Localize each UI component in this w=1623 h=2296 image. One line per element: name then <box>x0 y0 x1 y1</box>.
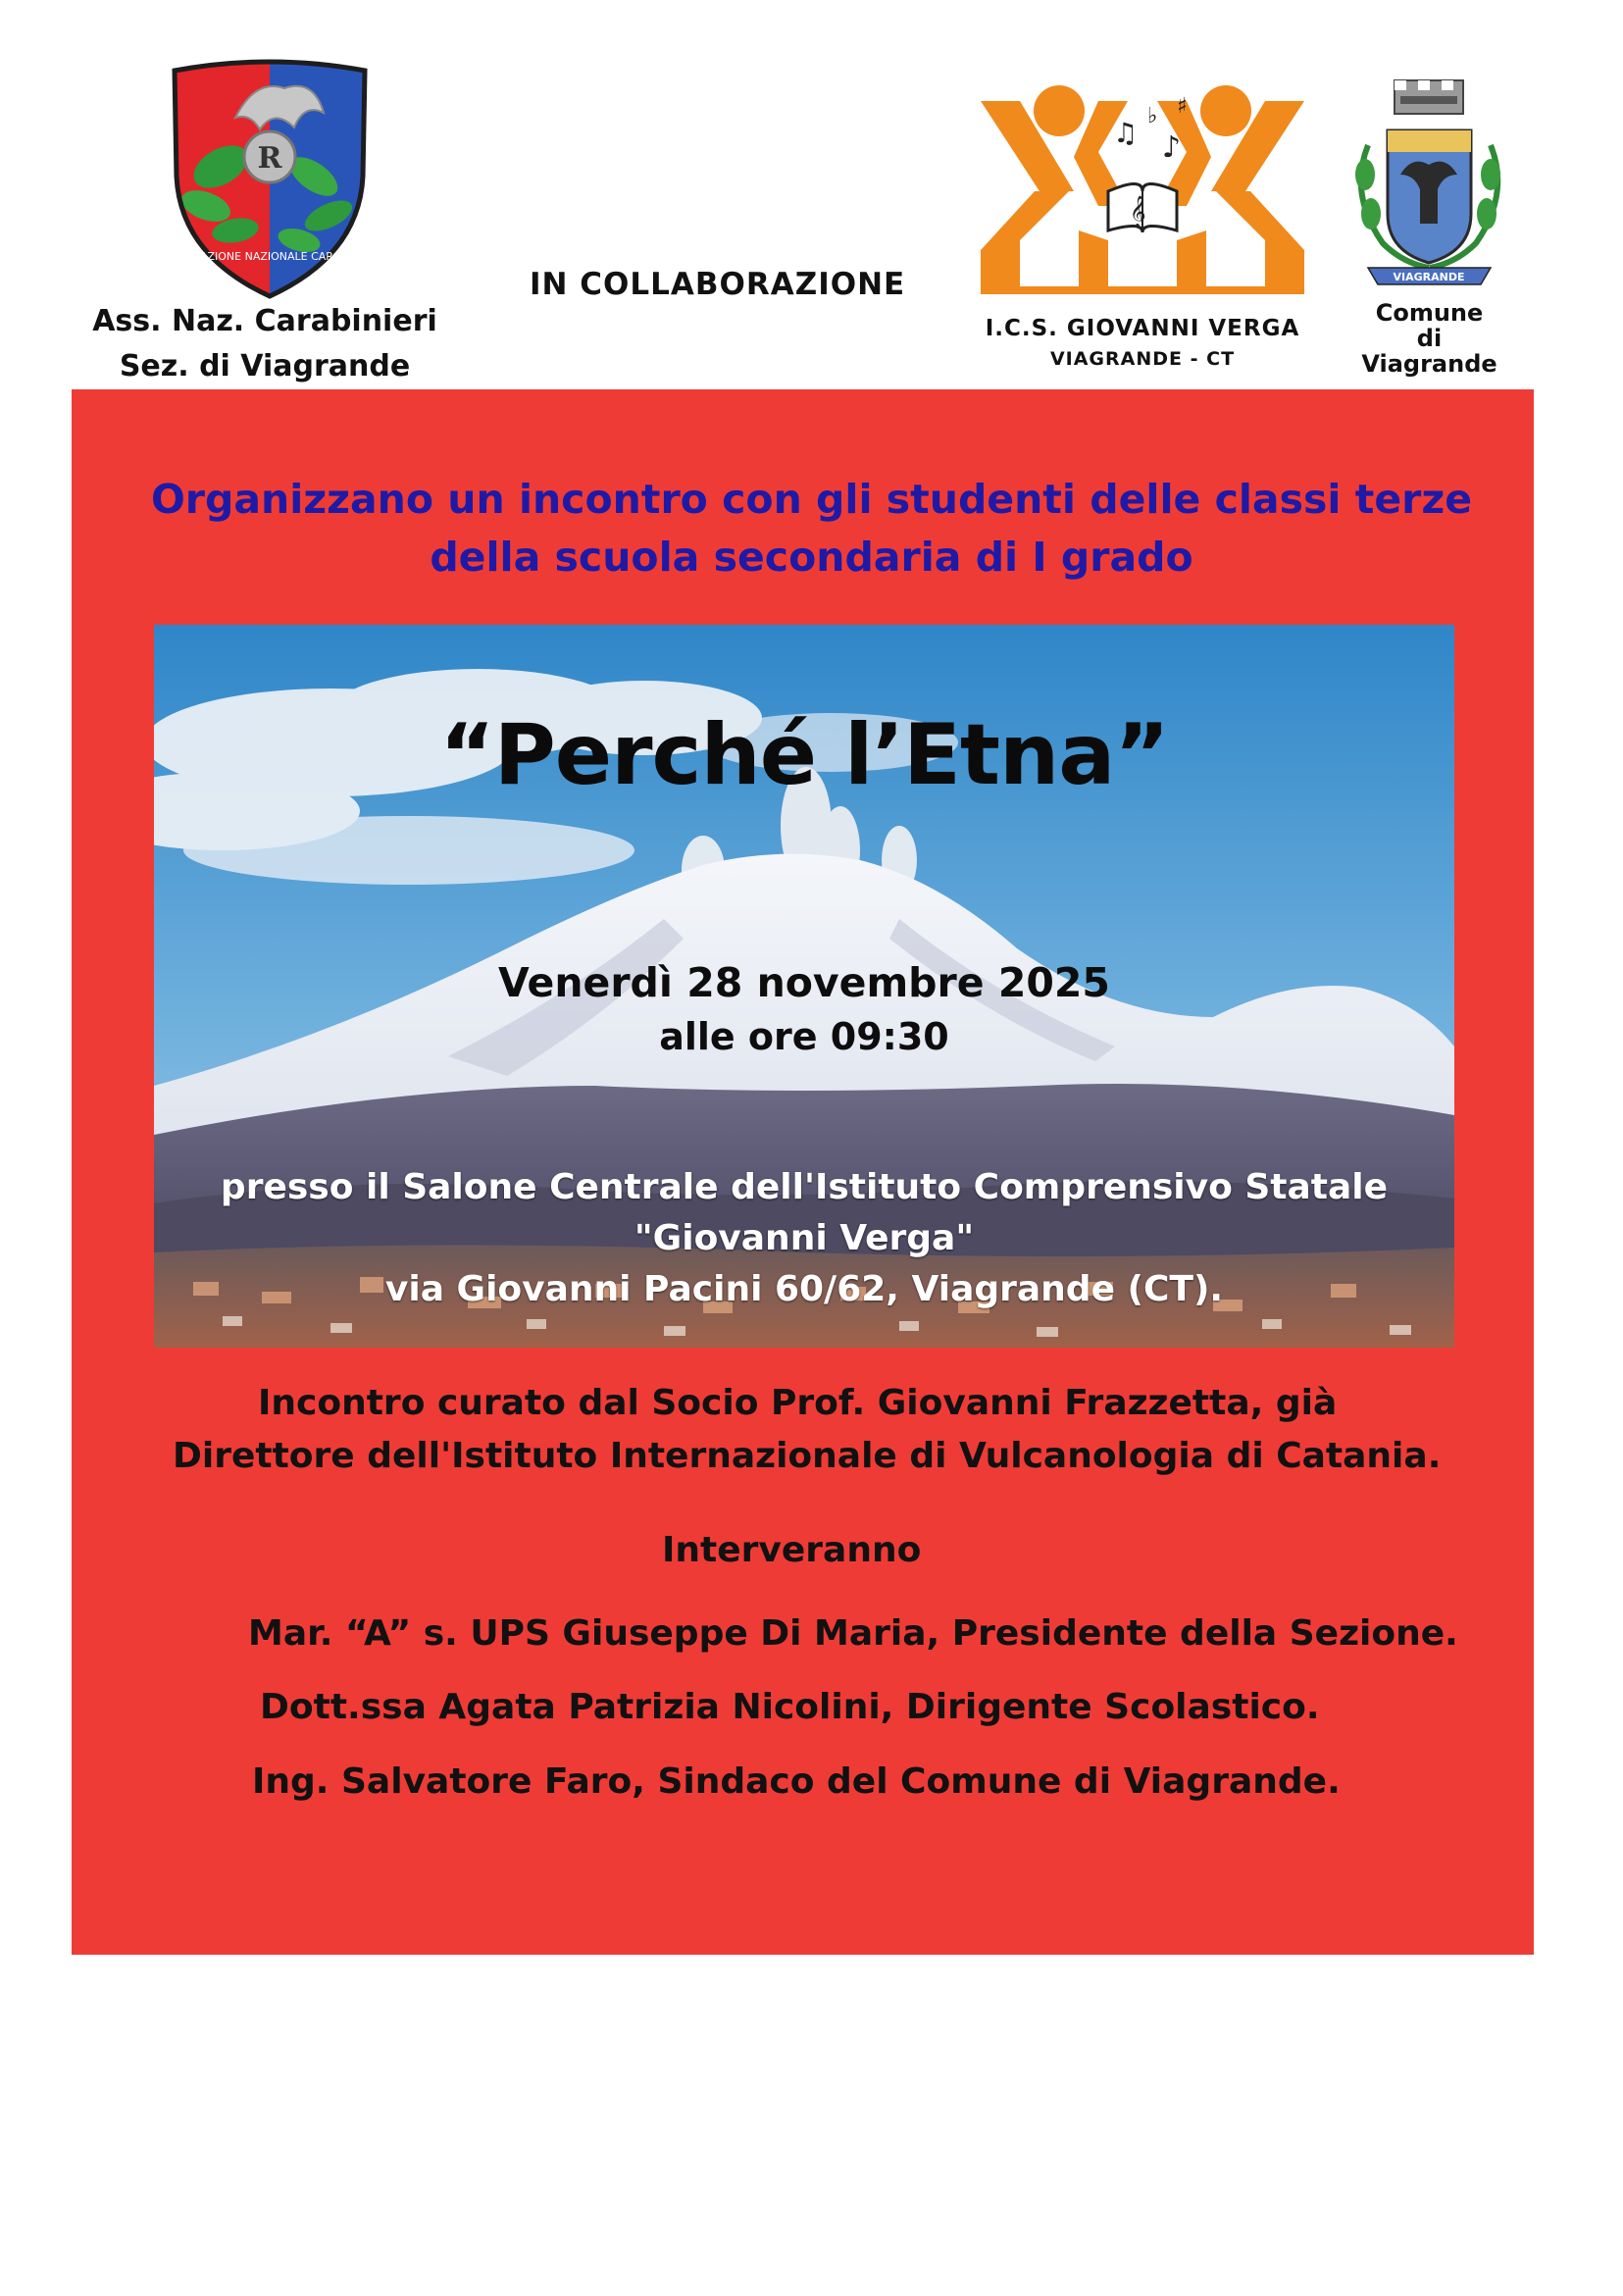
venue-line3: via Giovanni Pacini 60/62, Viagrande (CT). <box>384 1269 1224 1309</box>
speakers-heading: Interveranno <box>662 1530 922 1570</box>
svg-text:R: R <box>257 141 282 176</box>
event-date: Venerdì 28 novembre 2025 <box>498 959 1110 1006</box>
curator-line2: Direttore dell'Istituto Internazionale di Vulcanologia di Catania. <box>173 1436 1442 1476</box>
intro-line1: Organizzano un incontro con gli studenti delle classi terze <box>150 476 1473 523</box>
event-venue <box>154 1162 1454 1315</box>
carabinieri-logo <box>167 59 373 302</box>
venue-line2: "Giovanni Verga" <box>634 1218 975 1258</box>
carabinieri-name-line1: Ass. Naz. Carabinieri <box>92 304 437 338</box>
venue-line1: presso il Salone Centrale dell'Istituto Comprensivo Statale <box>220 1167 1389 1207</box>
carabinieri-name <box>69 299 461 389</box>
comune-line2: di <box>1416 325 1443 352</box>
svg-text:♯: ♯ <box>1177 94 1188 119</box>
speaker-item: Mar. “A” s. UPS Giuseppe Di Maria, Presidente della Sezione. <box>248 1613 1458 1654</box>
svg-text:♪: ♪ <box>1162 130 1182 165</box>
intro-text <box>108 471 1515 587</box>
event-time: alle ore 09:30 <box>659 1015 949 1058</box>
comune-name <box>1334 300 1525 377</box>
svg-text:♫: ♫ <box>1113 117 1139 149</box>
svg-text:ASSOCIAZIONE NAZIONALE CARABIN: ASSOCIAZIONE NAZIONALE CARABINIERI <box>167 250 373 263</box>
school-place: VIAGRANDE - CT <box>1049 348 1236 370</box>
speaker-item: Ing. Salvatore Faro, Sindaco del Comune di Viagrande. <box>252 1761 1341 1802</box>
carabinieri-name-line2: Sez. di Viagrande <box>119 349 411 383</box>
comune-line1: Comune <box>1375 299 1484 327</box>
curator-line1: Incontro curato dal Socio Prof. Giovanni Frazzetta, già <box>258 1383 1338 1423</box>
collaboration-label: IN COLLABORAZIONE <box>530 267 906 302</box>
event-title: “Perché l’Etna” <box>439 706 1169 804</box>
svg-text:♭: ♭ <box>1147 104 1158 128</box>
speaker-item: Dott.ssa Agata Patrizia Nicolini, Dirigente Scolastico. <box>260 1687 1320 1727</box>
intro-line2: della scuola secondaria di I grado <box>430 534 1193 581</box>
svg-text:VIAGRANDE: VIAGRANDE <box>1393 271 1465 283</box>
comune-coat-of-arms <box>1344 77 1515 294</box>
svg-text:𝄞: 𝄞 <box>1130 195 1146 228</box>
comune-line3: Viagrande <box>1361 350 1497 378</box>
school-logo <box>981 83 1304 299</box>
school-name: I.C.S. GIOVANNI VERGA <box>985 316 1300 341</box>
